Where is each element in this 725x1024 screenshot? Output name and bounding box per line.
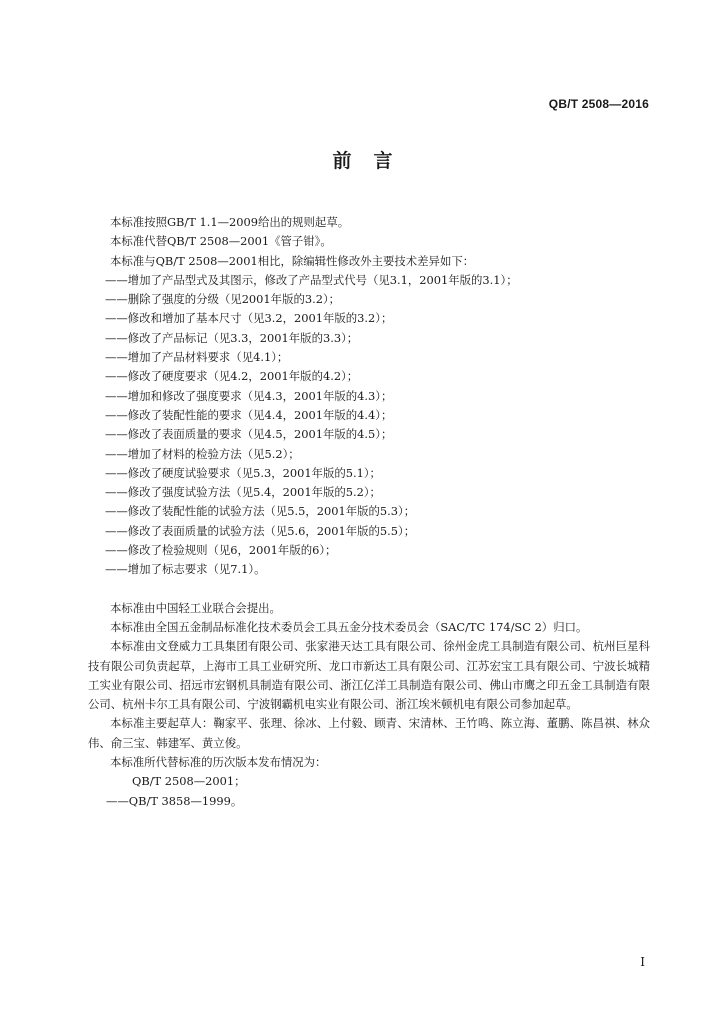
change-item: ——修改了产品标记（见3.3，2001年版的3.3）； bbox=[105, 330, 359, 345]
change-item: ——修改了强度试验方法（见5.4，2001年版的5.2）； bbox=[105, 485, 381, 500]
document-body bbox=[88, 213, 650, 811]
intro-paragraph: 本标准代替QB/T 2508—2001《管子钳》。 bbox=[110, 234, 332, 249]
change-item: ——增加了产品材料要求（见4.1）； bbox=[105, 350, 289, 365]
proposer-paragraph: 本标准由中国轻工业联合会提出。 bbox=[110, 600, 281, 615]
change-item: ——修改和增加了基本尺寸（见3.2，2001年版的3.2）； bbox=[105, 311, 393, 326]
intro-paragraph: 本标准按照GB/T 1.1—2009给出的规则起草。 bbox=[110, 215, 350, 229]
change-item: ——修改了装配性能的试验方法（见5.5，2001年版的5.3）； bbox=[105, 504, 416, 519]
change-item: ——增加了产品型式及其图示，修改了产品型式代号（见3.1，2001年版的3.1）； bbox=[105, 272, 518, 287]
standard-code-header: QB/T 2508—2016 bbox=[548, 97, 649, 111]
change-item: ——修改了表面质量的要求（见4.5，2001年版的4.5）； bbox=[105, 427, 393, 442]
change-item: ——修改了表面质量的试验方法（见5.6，2001年版的5.5）； bbox=[105, 523, 416, 538]
intro-paragraph: 本标准与QB/T 2508—2001相比，除编辑性修改外主要技术差异如下： bbox=[110, 253, 475, 268]
change-item: ——增加了材料的检验方法（见5.2）； bbox=[105, 446, 300, 461]
drafters-paragraph: 本标准主要起草人：鞠家平、张理、徐冰、上付毅、顾青、宋清林、王竹鸣、陈立海、董鹏、陈昌祺、林众伟、俞三宝、韩建军、黄立俊。 bbox=[88, 716, 650, 750]
change-item: ——增加和修改了强度要求（见4.3，2001年版的4.3）； bbox=[105, 388, 393, 403]
change-item: ——修改了装配性能的要求（见4.4，2001年版的4.4）； bbox=[105, 407, 393, 422]
change-item: ——修改了检验规则（见6，2001年版的6）； bbox=[105, 543, 337, 558]
history-item: QB/T 2508—2001； bbox=[132, 774, 246, 789]
drafting-units-paragraph: 本标准由文登威力工具集团有限公司、张家港天达工具有限公司、徐州金虎工具制造有限公司、杭州巨星科技有限公司负责起草，上海市工具工业研究所、龙口市新达工具有限公司、江苏宏宝工具有限公司、宁波长城精工实业有限公司、招远市宏钢机具制造有限公司、浙江亿洋工具制造有限公司、佛山市鹰之印五金工具制造有限公司、杭州卡尔工具有限公司、宁波钢霸机电实业有限公司、浙江埃米顿机电有限公司参加起草。 bbox=[88, 639, 650, 712]
page-number: I bbox=[640, 955, 645, 969]
change-item: ——增加了标志要求（见7.1）。 bbox=[105, 562, 266, 577]
history-item: ——QB/T 3858—1999。 bbox=[106, 793, 243, 808]
paragraph-gap bbox=[88, 580, 650, 599]
page-title: 前言 bbox=[332, 150, 415, 172]
history-intro: 本标准所代替标准的历次版本发布情况为： bbox=[110, 755, 327, 770]
committee-paragraph: 本标准由全国五金制品标准化技术委员会工具五金分技术委员会（SAC/TC 174/SC 2）归口。 bbox=[110, 619, 588, 634]
change-item: ——修改了硬度试验要求（见5.3，2001年版的5.1）； bbox=[105, 465, 381, 480]
change-item: ——删除了强度的分级（见2001年版的3.2）； bbox=[105, 292, 341, 307]
change-item: ——修改了硬度要求（见4.2，2001年版的4.2）； bbox=[105, 369, 359, 384]
